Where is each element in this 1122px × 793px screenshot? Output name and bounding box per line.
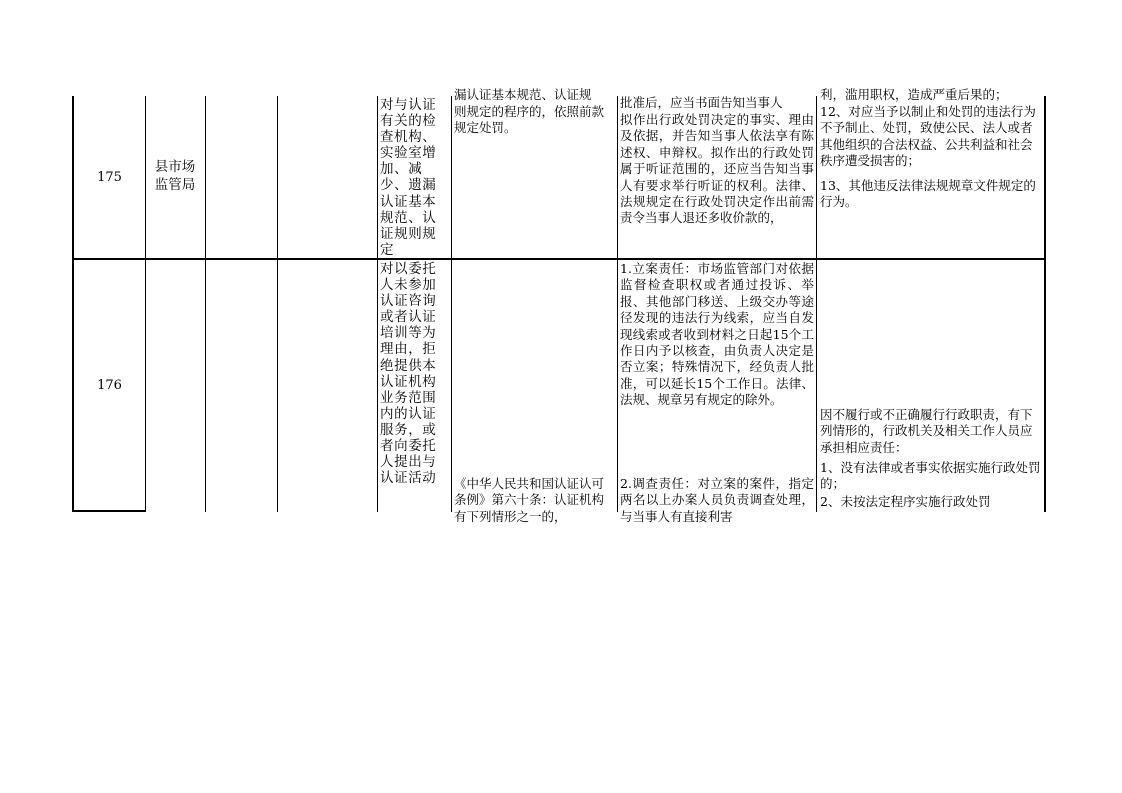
row-176-responsibility-2: 2、未按法定程序实施行政处罚 — [820, 494, 991, 509]
row-176-number: 176 — [97, 378, 122, 393]
row-175-procedure-clipped: 批准后，应当书面告知当事人 — [620, 95, 783, 110]
row-175-responsibility-12: 12、对应当予以制止和处罚的违法行为不予制止、处罚，致使公民、法人或者其他组织的合法权益、公共利益和社会秩序遭受损害的； — [820, 104, 1036, 169]
column-divider — [277, 96, 278, 512]
column-divider — [451, 96, 452, 512]
row-176-penalty-item: 对以委托人未参加认证咨询或者认证培训等为理由，拒绝提供本认证机构业务范围内的认证服务，或者向委托人提出与认证活动 — [380, 261, 437, 487]
row-175-procedure: 拟作出行政处罚决定的事实、理由及依据，并告知当事人依法享有陈述权、申辩权。拟作出的行政处罚属于听证范围的，还应当告知当事人有要求举行听证的权利。法律、法规规定在行政处罚决定作出前需责令当事人退还多收价款的， — [620, 112, 814, 226]
row-divider — [72, 258, 1046, 260]
row-175-responsibility-13: 13、其他违反法律法规规章文件规定的行为。 — [820, 178, 1036, 210]
column-divider — [617, 96, 618, 512]
column-divider — [205, 96, 206, 512]
row-175-penalty-item: 对与认证有关的检查机构、实验室增加、减少、遗漏认证基本规范、认证规则规定 — [380, 97, 437, 258]
row-175-legal-basis: 则规定的程序的，依照前款规定处罚。 — [454, 104, 605, 136]
row-176-procedure-investigation: 2.调查责任：对立案的案件，指定两名以上办案人员负责调查处理，与当事人有直接利害 — [620, 476, 814, 524]
row-175-legal-basis-clipped: 漏认证基本规范、认证规 — [454, 87, 592, 102]
table-border-bottom — [72, 510, 146, 512]
row-176-procedure-filing: 1.立案责任：市场监管部门对依据监督检查职权或者通过投诉、举报、其他部门移送、上级交办等途径发现的违法行为线索，应当自发现线索或者收到材料之日起15个工作日内予以核查，由负责人决定是否立案；特殊情况下，经负责人批准，可以延长15个工作日。法律、法规、规章另有规定的除外。 — [620, 261, 814, 408]
column-divider — [377, 96, 378, 512]
row-175-department: 县市场监管局 — [154, 159, 196, 193]
column-divider — [816, 96, 817, 512]
column-divider — [145, 96, 146, 512]
row-176-legal-basis: 《中华人民共和国认证认可条例》第六十条：认证机构有下列情形之一的， — [454, 476, 605, 524]
row-175-responsibility-clipped: 利，滥用职权，造成严重后果的； — [820, 87, 1008, 102]
row-175-number: 175 — [97, 170, 122, 185]
row-176-responsibility-1: 1、没有法律或者事实依据实施行政处罚的； — [820, 460, 1041, 492]
table-border-left — [72, 96, 74, 512]
row-176-responsibility-intro: 因不履行或不正确履行行政职责，有下列情形的，行政机关及相关工作人员应承担相应责任： — [820, 407, 1033, 455]
table-border-right — [1044, 96, 1046, 512]
penalty-table — [72, 87, 1046, 524]
